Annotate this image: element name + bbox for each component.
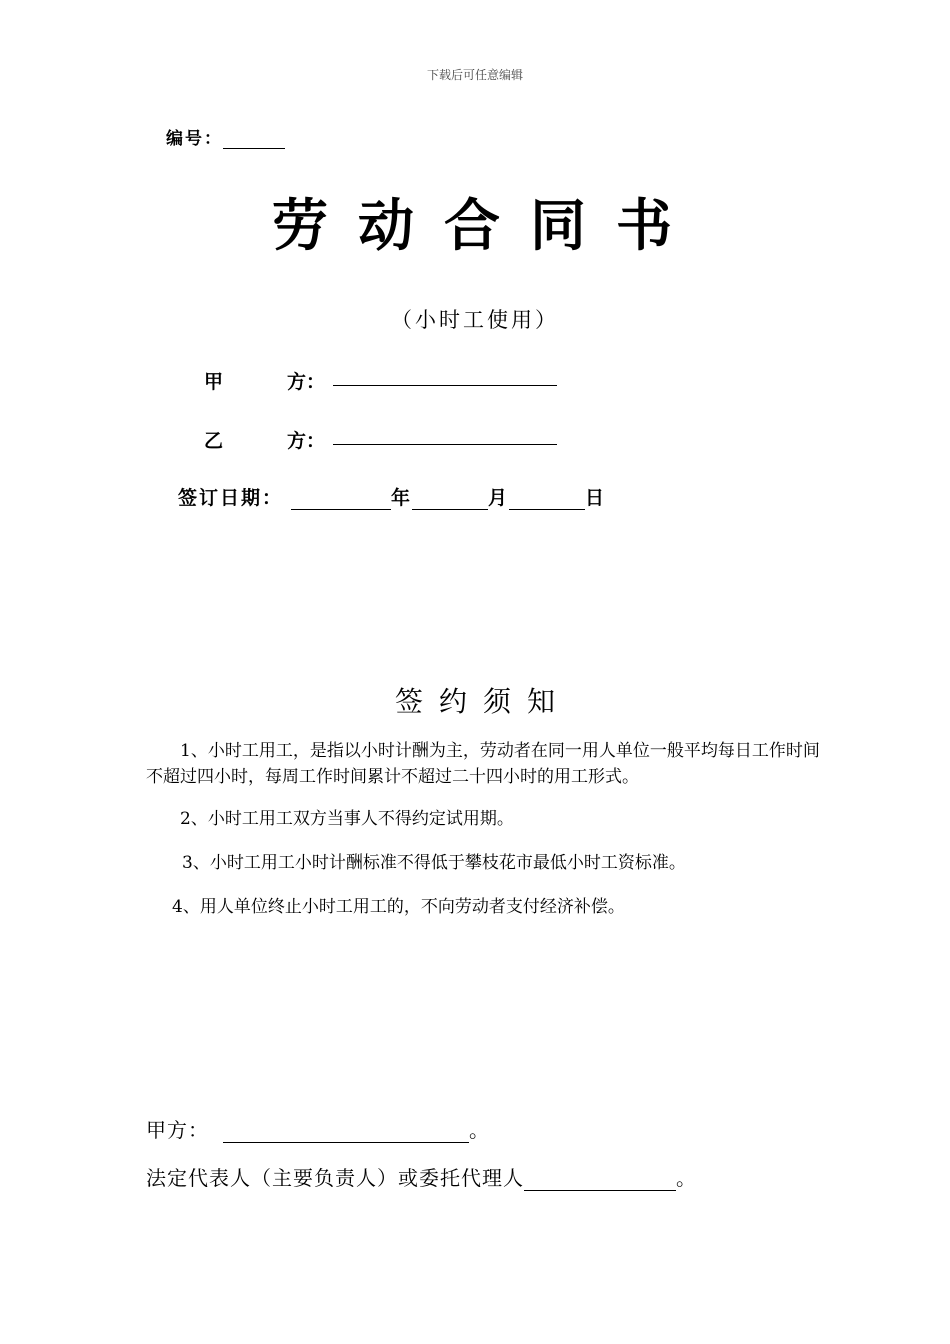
document-subtitle: （小时工使用） [391, 308, 559, 332]
party-b-label-suffix: 方： [287, 430, 326, 452]
party-a-label-char: 甲 [204, 371, 224, 393]
contract-number-label: 编号： [166, 129, 223, 149]
notice-title: 签约须知 [394, 685, 571, 718]
sign-year-label: 年 [391, 487, 413, 509]
signature-party-a-period: 。 [469, 1118, 490, 1142]
notice-item-3: 3、小时工用工小时计酬标准不得低于攀枝花市最低小时工资标准。 [182, 853, 686, 873]
contract-number-blank[interactable] [223, 130, 285, 149]
notice-item-1: 1、小时工用工，是指以小时计酬为主，劳动者在同一用人单位一般平均每日工作时间不超过四小时，每周工作时间累计不超过二十四小时的用工形式。 [146, 741, 820, 787]
sign-date-row [178, 483, 606, 510]
party-b-row [204, 426, 604, 450]
sign-month-blank[interactable] [412, 491, 488, 510]
sign-day-label: 日 [585, 487, 607, 509]
signature-party-a-label: 甲方： [146, 1118, 209, 1142]
sign-date-label: 签订日期： [178, 487, 284, 509]
party-b-blank[interactable] [333, 426, 557, 445]
party-a-label-suffix: 方： [287, 371, 326, 393]
signature-party-a [146, 1114, 490, 1143]
signature-party-a-blank[interactable] [223, 1120, 469, 1143]
sign-year-blank[interactable] [291, 491, 391, 510]
signature-representative-blank[interactable] [524, 1168, 676, 1191]
notice-body [146, 738, 826, 920]
sign-day-blank[interactable] [509, 491, 585, 510]
party-a-row [204, 367, 604, 391]
sign-month-label: 月 [488, 487, 510, 509]
notice-item-4: 4、用人单位终止小时工用工的，不向劳动者支付经济补偿。 [172, 897, 625, 917]
signature-representative-period: 。 [676, 1166, 697, 1190]
signature-representative-label: 法定代表人（主要负责人）或委托代理人 [146, 1166, 524, 1190]
party-a-blank[interactable] [333, 367, 557, 386]
party-b-label-char: 乙 [204, 430, 224, 452]
contract-number [166, 124, 285, 149]
document-title: 劳动合同书 [272, 194, 702, 259]
notice-item-2: 2、小时工用工双方当事人不得约定试用期。 [180, 809, 514, 829]
signature-representative [146, 1162, 697, 1191]
header-note: 下载后可任意编辑 [426, 68, 523, 82]
